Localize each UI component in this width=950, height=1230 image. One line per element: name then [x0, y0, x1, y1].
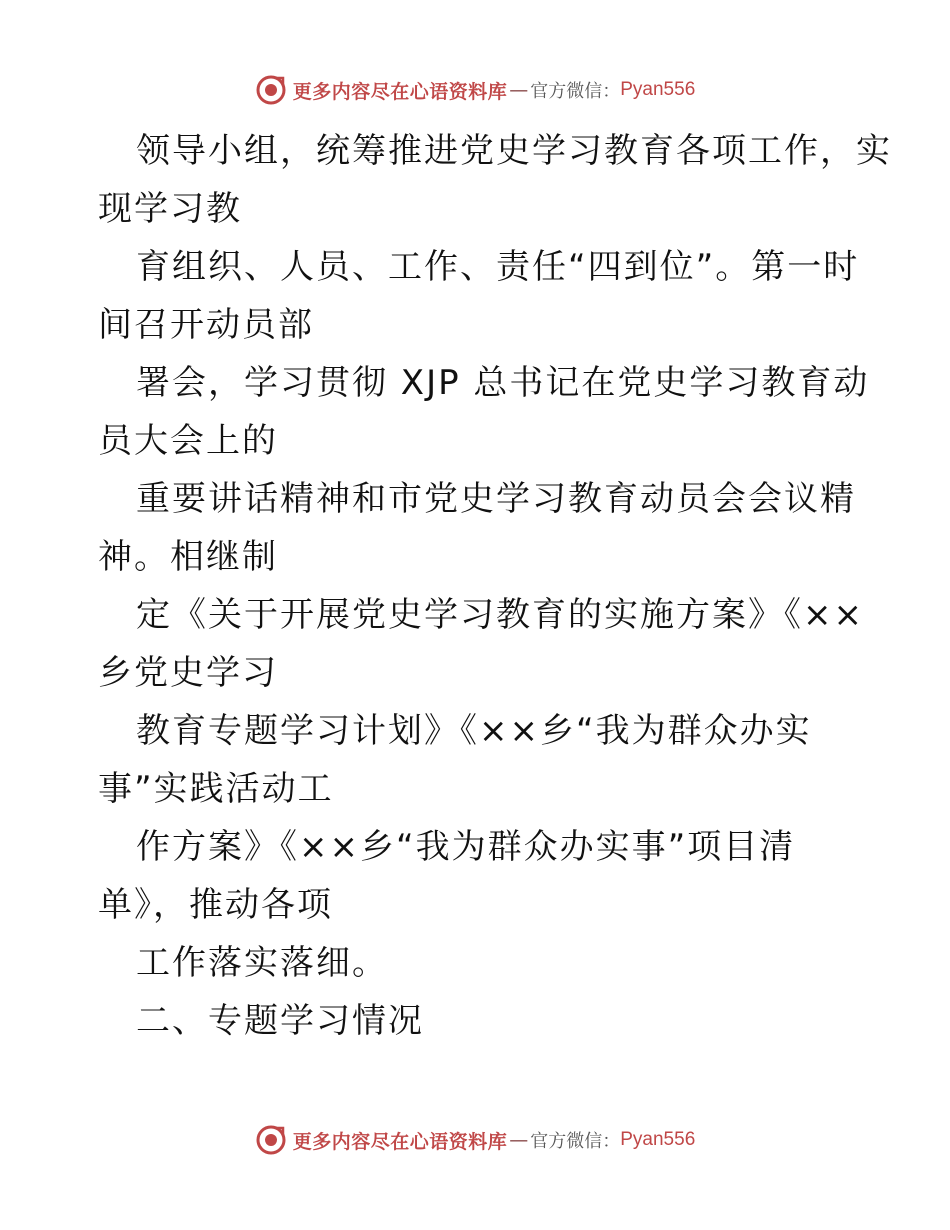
body-line: 作方案》《××乡“我为群众办实事”项目清	[136, 827, 796, 867]
body-line: 工作落实落细。	[136, 943, 388, 983]
body-line: 署会，学习贯彻 XJP 总书记在党史学习教育动	[136, 363, 870, 403]
header-wechat-label: 官方微信：	[530, 81, 621, 102]
body-line: 现学习教	[98, 189, 242, 229]
section-heading: 二、专题学习情况	[136, 1001, 424, 1041]
footer-watermark-banner	[0, 1120, 950, 1160]
header-separator: —	[509, 79, 529, 101]
body-line: 神。相继制	[98, 537, 278, 577]
footer-separator: —	[509, 1129, 529, 1151]
footer-wechat-id: Pyan556	[620, 1129, 696, 1150]
body-line: 教育专题学习计划》《××乡“我为群众办实	[136, 711, 812, 751]
brand-logo-icon	[255, 74, 287, 106]
header-site-text: 更多内容尽在心语资料库	[292, 80, 508, 103]
footer-site-text: 更多内容尽在心语资料库	[292, 1130, 508, 1153]
header-watermark-banner	[0, 70, 950, 110]
body-line: 领导小组，统筹推进党史学习教育各项工作，实	[136, 131, 892, 171]
footer-wechat-label: 官方微信：	[530, 1131, 621, 1152]
header-wechat-id: Pyan556	[620, 79, 696, 100]
document-body	[98, 122, 892, 1050]
body-line: 员大会上的	[98, 421, 278, 461]
body-line: 事”实践活动工	[98, 769, 334, 809]
body-line: 育组织、人员、工作、责任“四到位”。第一时	[136, 247, 860, 287]
body-line: 定《关于开展党史学习教育的实施方案》《××	[136, 595, 864, 635]
body-line: 重要讲话精神和市党史学习教育动员会会议精	[136, 479, 856, 519]
body-line: 乡党史学习	[98, 653, 278, 693]
brand-logo-icon	[255, 1124, 287, 1156]
body-line: 单》，推动各项	[98, 885, 333, 925]
body-line: 间召开动员部	[98, 305, 314, 345]
